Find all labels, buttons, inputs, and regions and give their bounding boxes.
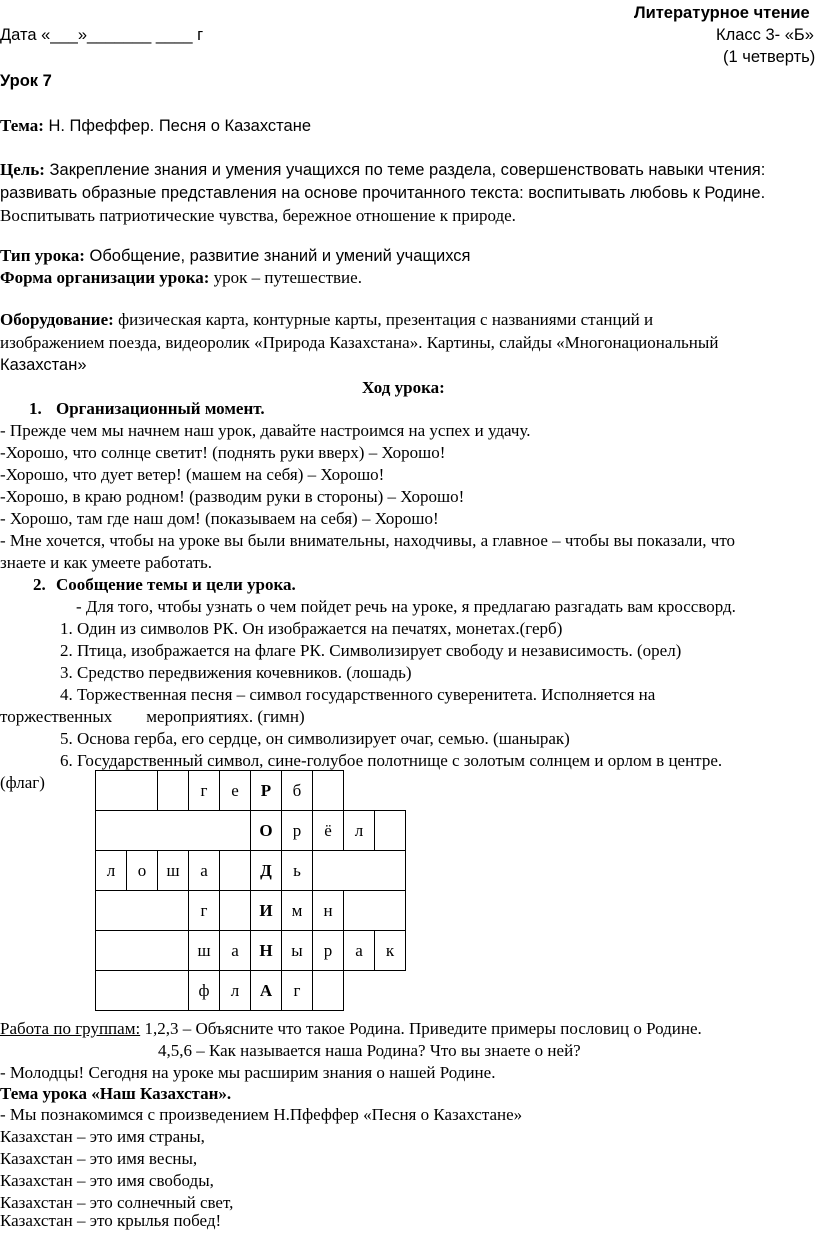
crossword-cell: к xyxy=(375,931,406,971)
section1-line: -Хорошо, что дует ветер! (машем на себя) – Хорошо! xyxy=(0,465,385,484)
crossword-row xyxy=(96,851,406,891)
crossword-cell: л xyxy=(220,971,251,1011)
section1-line: - Хорошо, там где наш дом! (показываем на себя) – Хорошо! xyxy=(0,509,439,528)
goal-text-1: Закрепление знания и умения учащихся по теме раздела, совершенствовать навыки чтения: xyxy=(44,161,766,179)
topic-line xyxy=(0,116,311,136)
crossword-cell: ы xyxy=(282,931,313,971)
class-label: Класс 3- «Б» xyxy=(716,26,814,44)
goal-line-1 xyxy=(0,160,765,180)
crossword-blank xyxy=(220,891,251,931)
goal-line-2: развивать образные представления на основе прочитанного текста: воспитывать любовь к Родине. xyxy=(0,184,766,202)
section2-intro: - Для того, чтобы узнать о чем пойдет речь на уроке, я предлагаю разгадать вам кроссворд. xyxy=(76,597,736,616)
section2-title: Сообщение темы и цели урока. xyxy=(56,575,296,594)
crossword-blank xyxy=(220,851,251,891)
crossword-row xyxy=(96,891,406,931)
question-5: 5. Основа герба, его сердце, он символизирует очаг, семью. (шанырак) xyxy=(60,729,570,748)
equipment-line-1 xyxy=(0,310,653,330)
crossword-cell: л xyxy=(344,811,375,851)
crossword-cell: ш xyxy=(189,931,220,971)
crossword-cell: р xyxy=(282,811,313,851)
equipment-text-1: физическая карта, контурные карты, презентация с названиями станций и xyxy=(113,310,654,329)
poem-line: Казахстан – это имя страны, xyxy=(0,1127,205,1146)
lesson-type-label: Тип урока: xyxy=(0,246,85,265)
section1-title: Организационный момент. xyxy=(56,399,265,418)
crossword-empty xyxy=(375,771,406,811)
form-line xyxy=(0,268,362,288)
goal-line-3: Воспитывать патриотические чувства, бережное отношение к природе. xyxy=(0,206,516,225)
crossword-blank xyxy=(96,771,158,811)
quarter-label: (1 четверть) xyxy=(723,48,816,66)
section1-line: - Прежде чем мы начнем наш урок, давайте настроимся на успех и удачу. xyxy=(0,421,531,440)
crossword-cell: а xyxy=(220,931,251,971)
groups-text-1: 1,2,3 – Объясните что такое Родина. Приведите примеры пословиц о Родине. xyxy=(140,1019,702,1038)
crossword-empty xyxy=(344,771,375,811)
question-2: 2. Птица, изображается на флаге РК. Символизирует свободу и независимость. (орел) xyxy=(60,641,682,660)
question-3: 3. Средство передвижения кочевников. (лошадь) xyxy=(60,663,412,682)
crossword-cell: ь xyxy=(282,851,313,891)
groups-label: Работа по группам: xyxy=(0,1019,141,1038)
crossword-blank xyxy=(96,931,189,971)
equipment-line-3: Казахстан» xyxy=(0,356,87,374)
question-4-cont: торжественных мероприятиях. (гимн) xyxy=(0,707,305,726)
course-title: Ход урока: xyxy=(362,378,445,397)
groups-line-3: - Молодцы! Сегодня на уроке мы расширим знания о нашей Родине. xyxy=(0,1063,496,1082)
crossword-key-cell: Р xyxy=(251,771,282,811)
section1-line: -Хорошо, что солнце светит! (поднять руки вверх) – Хорошо! xyxy=(0,443,446,462)
crossword-blank xyxy=(158,771,189,811)
lesson-number: Урок 7 xyxy=(0,72,52,90)
groups-line-2: 4,5,6 – Как называется наша Родина? Что вы знаете о ней? xyxy=(158,1041,581,1060)
poem-line: Казахстан – это солнечный свет, xyxy=(0,1193,234,1212)
crossword-cell: ф xyxy=(189,971,220,1011)
goal-label: Цель: xyxy=(0,160,45,179)
section1-line: - Мне хочется, чтобы на уроке вы были внимательны, находчивы, а главное – чтобы вы показали, что xyxy=(0,531,736,550)
crossword-blank xyxy=(96,971,189,1011)
crossword-blank xyxy=(375,811,406,851)
form-text: урок – путешествие. xyxy=(209,268,362,287)
crossword-blank xyxy=(344,891,406,931)
crossword-grid xyxy=(95,770,406,1011)
question-1: 1. Один из символов РК. Он изображается на печатях, монетах.(герб) xyxy=(60,619,563,638)
crossword-cell: л xyxy=(96,851,127,891)
crossword-cell: о xyxy=(127,851,158,891)
crossword-cell: ё xyxy=(313,811,344,851)
crossword-cell: м xyxy=(282,891,313,931)
crossword-cell: б xyxy=(282,771,313,811)
question-6: 6. Государственный символ, сине-голубое полотнище с золотым солнцем и орлом в центре. xyxy=(60,751,723,770)
subject-title: Литературное чтение xyxy=(634,4,810,22)
crossword-cell: г xyxy=(189,891,220,931)
crossword-cell: г xyxy=(282,971,313,1011)
crossword-cell: а xyxy=(344,931,375,971)
crossword-key-cell: А xyxy=(251,971,282,1011)
topic-text: Н. Пфеффер. Песня о Казахстане xyxy=(43,117,312,135)
crossword-row xyxy=(96,811,406,851)
poem-line: Казахстан – это имя свободы, xyxy=(0,1171,214,1190)
poem-line: Казахстан – это крылья побед! xyxy=(0,1211,222,1230)
section1-number: 1. xyxy=(29,399,42,418)
section1-line: -Хорошо, в краю родном! (разводим руки в стороны) – Хорошо! xyxy=(0,487,465,506)
poem-intro: - Мы познакомимся с произведением Н.Пфеффер «Песня о Казахстане» xyxy=(0,1105,523,1124)
crossword-blank xyxy=(96,891,189,931)
crossword-key-cell: Д xyxy=(251,851,282,891)
form-label: Форма организации урока: xyxy=(0,268,210,287)
crossword-cell: а xyxy=(189,851,220,891)
crossword-cell: г xyxy=(189,771,220,811)
section2-number: 2. xyxy=(33,575,46,594)
crossword-key-cell: О xyxy=(251,811,282,851)
crossword-blank xyxy=(313,771,344,811)
crossword-cell: ш xyxy=(158,851,189,891)
equipment-label: Оборудование: xyxy=(0,310,114,329)
crossword-cell: р xyxy=(313,931,344,971)
crossword-row xyxy=(96,771,406,811)
question-6-cont: (флаг) xyxy=(0,773,45,792)
crossword-row xyxy=(96,971,406,1011)
crossword-blank xyxy=(96,811,251,851)
lesson-topic: Тема урока «Наш Казахстан». xyxy=(0,1084,232,1103)
equipment-line-2: изображением поезда, видеоролик «Природа Казахстана». Картины, слайды «Многонациональный xyxy=(0,333,719,352)
crossword-empty xyxy=(375,971,406,1011)
crossword-row xyxy=(96,931,406,971)
crossword-cell: н xyxy=(313,891,344,931)
lesson-type-line xyxy=(0,246,470,266)
crossword-blank xyxy=(313,851,406,891)
lesson-type-text: Обобщение, развитие знаний и умений учащихся xyxy=(84,247,471,265)
groups-line-1 xyxy=(0,1019,702,1039)
crossword-empty xyxy=(344,971,375,1011)
poem-line: Казахстан – это имя весны, xyxy=(0,1149,198,1168)
question-4: 4. Торжественная песня – символ государственного суверенитета. Исполняется на xyxy=(60,685,656,704)
date-line: Дата «___»_______ ____ г xyxy=(0,26,204,44)
crossword-key-cell: И xyxy=(251,891,282,931)
crossword-blank xyxy=(313,971,344,1011)
crossword-cell: е xyxy=(220,771,251,811)
section1-line: знаете и как умеете работать. xyxy=(0,553,213,572)
crossword-key-cell: Н xyxy=(251,931,282,971)
topic-label: Тема: xyxy=(0,116,44,135)
